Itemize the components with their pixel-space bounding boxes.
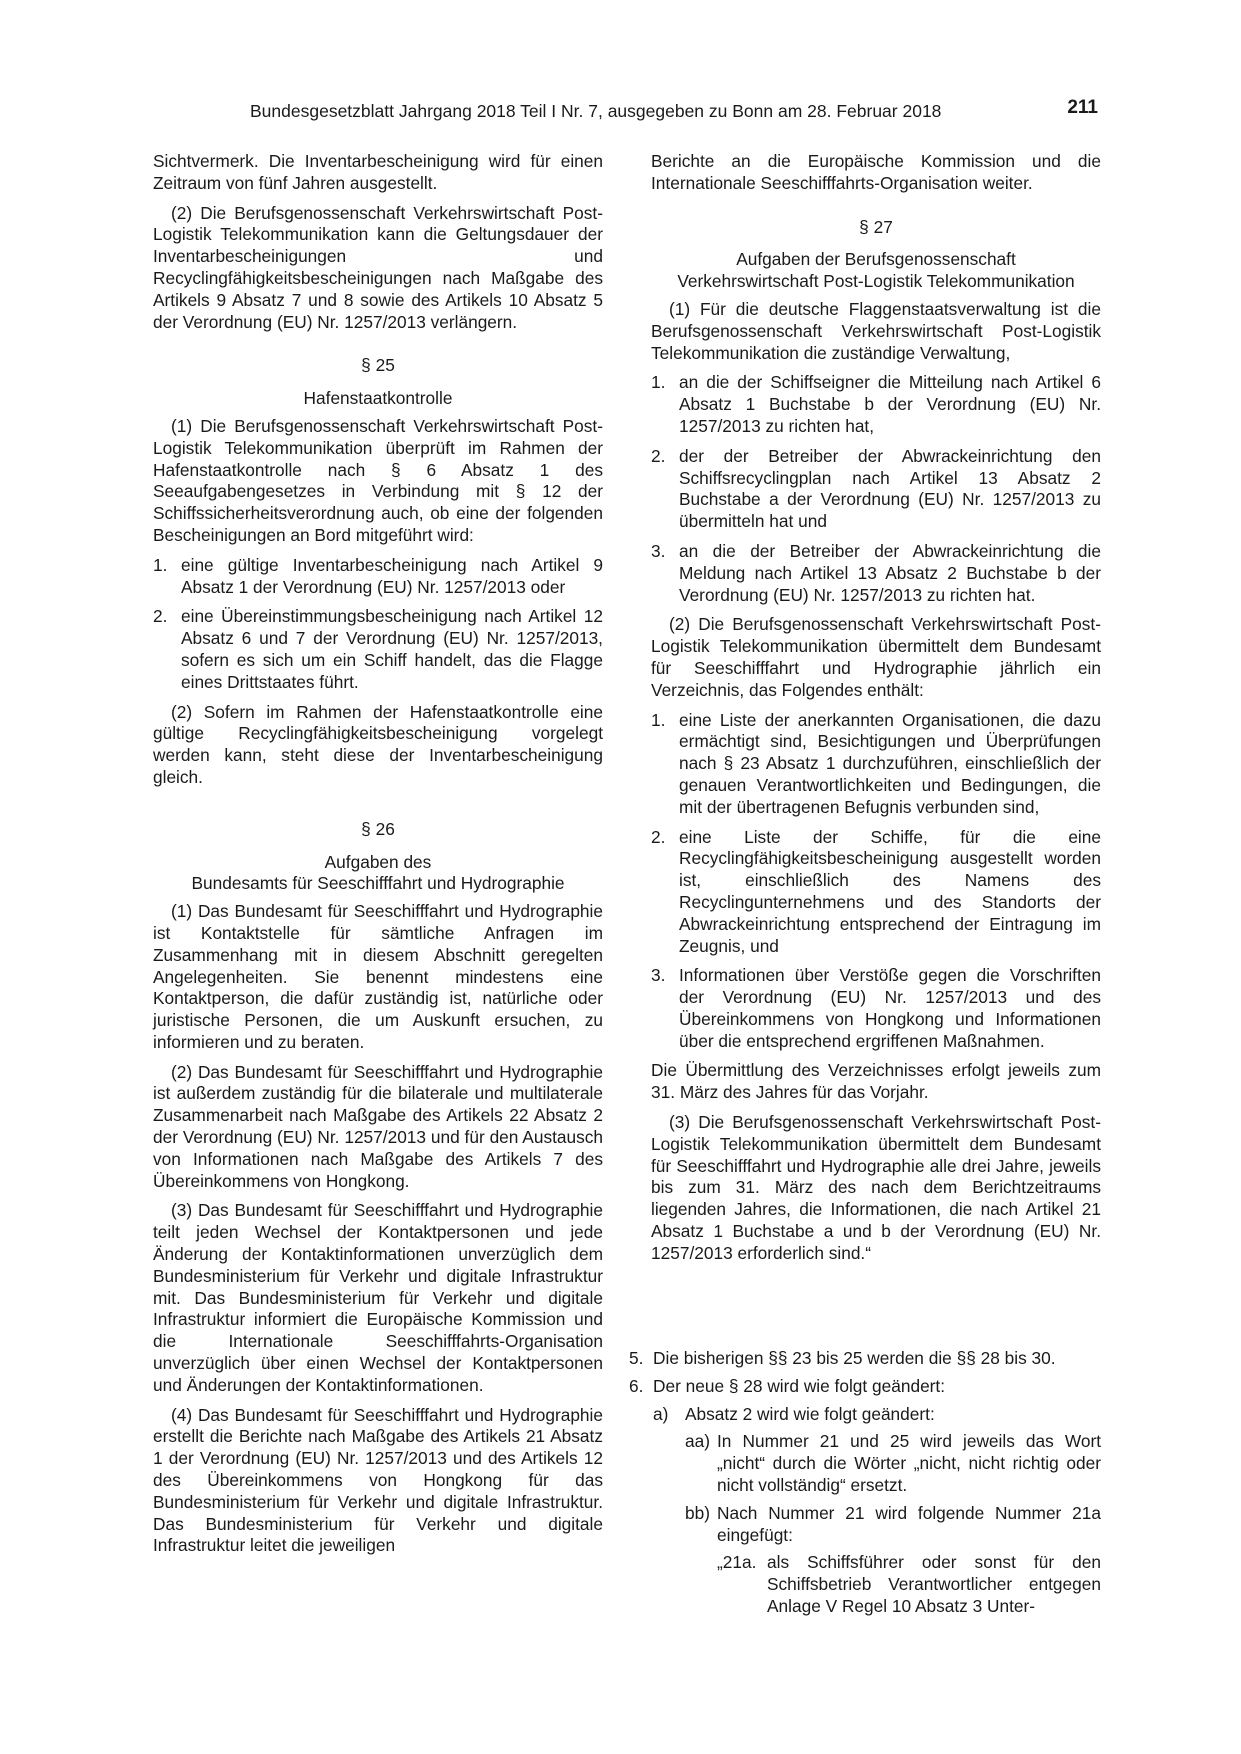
paragraph-27-1: (1) Für die deutsche Flaggenstaatsverwaltung ist die Berufsgenossenschaft Verkehrswirtschaft Post-Logistik Telekommunikation die zuständige Verwaltung, (651, 298, 1101, 363)
section-title-27-line2: Verkehrswirtschaft Post-Logistik Telekommunikation (677, 271, 1075, 292)
amendment-item-6 (629, 1376, 1101, 1398)
list-item-text: der der Betreiber der Abwrackeinrichtung den Schiffsrecyclingplan nach Artikel 13 Absatz 2 Buchstabe a der Verordnung (EU) Nr. 1257/2013 zu übermitteln hat und (679, 445, 1101, 532)
amendment-text: Nach Nummer 21 wird folgende Nummer 21a eingefügt: (717, 1502, 1101, 1545)
section-title-27-line1: Aufgaben der Berufsgenossenschaft (736, 249, 1016, 270)
section-title-26-line1: Aufgaben des (324, 851, 432, 872)
inserted-number-label: „21a. (717, 1552, 757, 1573)
amendment-item-6a (653, 1404, 1101, 1426)
amendment-item-5 (629, 1348, 1101, 1370)
page-header (250, 97, 1098, 130)
list-item-text: Informationen über Verstöße gegen die Vorschriften der Verordnung (EU) Nr. 1257/2013 und des Übereinkommens von Hongkong und Informationen über die entsprechend ergriffenen Maßnahmen. (679, 965, 1101, 1051)
section-number-25: § 25 (361, 355, 395, 376)
after-list-paragraph: Die Übermittlung des Verzeichnisses erfolgt jeweils zum 31. März des Jahres für das Vorjahr. (651, 1060, 1101, 1103)
list-item (651, 710, 1101, 819)
inserted-number-21a (717, 1552, 1101, 1617)
paragraph-26-2: (2) Das Bundesamt für Seeschifffahrt und Hydrographie ist außerdem zuständig für die bilaterale und multilaterale Zusammenarbeit nach Maßgabe des Artikels 22 Absatz 2 der Verordnung (EU) Nr. 1257/2013 und für den Austausch von Informationen nach Maßgabe des Artikels 7 des Übereinkommens von Hongkong. (153, 1061, 603, 1191)
paragraph-26-1: (1) Das Bundesamt für Seeschifffahrt und Hydrographie ist Kontaktstelle für sämtliche Anfragen im Zusammenhang mit in diesem Abschnitt geregelten Angelegenheiten. Sie benennt mindestens eine Kontaktperson, die dafür zuständig ist, natürliche oder juristische Personen, die um Auskunft ersuchen, zu informieren und zu beraten. (153, 901, 603, 1052)
amendment-item-6a-bb (685, 1503, 1101, 1547)
list-item (153, 606, 603, 693)
running-title: Bundesgesetzblatt Jahrgang 2018 Teil I Nr. 7, ausgegeben zu Bonn am 28. Februar 2018 (250, 101, 942, 121)
list-item-number: 1. (651, 372, 666, 393)
list-item-text: eine Liste der Schiffe, für die eine Recyclingfähigkeitsbescheinigung ausgestellt worden ist, einschließlich des Namens des Recyclingunternehmens und des Standorts der Abwrackeinrichtung entsprechend der Eintragung im Zeugnis, und (679, 826, 1101, 956)
right-column (651, 151, 1101, 1273)
page-number: 211 (1067, 97, 1098, 118)
list-item (651, 372, 1101, 437)
list-item-number: 1. (651, 709, 666, 730)
list-item-text: eine gültige Inventarbescheinigung nach Artikel 9 Absatz 1 der Verordnung (EU) Nr. 1257/2013 oder (181, 554, 603, 597)
section-title-26-line2: Bundesamts für Seeschifffahrt und Hydrographie (191, 873, 565, 894)
list-item (651, 965, 1101, 1052)
continued-paragraph: Berichte an die Europäische Kommission und die Internationale Seeschifffahrts-Organisation weiter. (651, 151, 1101, 193)
list-item (651, 541, 1101, 606)
amendment-text: Absatz 2 wird wie folgt geändert: (685, 1403, 935, 1424)
list-item-number: 2. (651, 826, 666, 847)
paragraph-26-3: (3) Das Bundesamt für Seeschifffahrt und Hydrographie teilt jeden Wechsel der Kontaktpersonen und jede Änderung der Kontaktinformationen unverzüglich dem Bundesministerium für Verkehr und digitale Infrastruktur mit. Das Bundesministerium für Verkehr und digitale Infrastruktur informiert die Europäische Kommission und die Internationale Seeschifffahrts-Organisation unverzüglich über einen Wechsel der Kontaktpersonen und Änderungen der Kontaktinformationen. (153, 1200, 603, 1395)
amendment-text: In Nummer 21 und 25 wird jeweils das Wort „nicht“ durch die Wörter „nicht, nicht richtig oder nicht vollständig“ ersetzt. (717, 1431, 1101, 1495)
paragraph-25-1: (1) Die Berufsgenossenschaft Verkehrswirtschaft Post-Logistik Telekommunikation überprüft im Rahmen der Hafenstaatkontrolle nach § 6 Absatz 1 des Seeaufgabengesetzes in Verbindung mit § 12 der Schiffssicherheitsverordnung auch, ob eine der folgenden Bescheinigungen an Bord mitgeführt wird: (153, 415, 603, 545)
list-item-number: 2. (153, 606, 168, 627)
paragraph-25-2: (2) Sofern im Rahmen der Hafenstaatkontrolle eine gültige Recyclingfähigkeitsbescheinigung vorgelegt werden kann, steht diese der Inventarbescheinigung gleich. (153, 701, 603, 787)
list-item-number: 3. (651, 540, 666, 561)
amendment-letter: a) (653, 1403, 669, 1424)
list-item (651, 446, 1101, 533)
section-number-27: § 27 (859, 216, 893, 237)
list-item-text: an die der Betreiber der Abwrackeinrichtung die Meldung nach Artikel 13 Absatz 2 Buchstabe b der Verordnung (EU) Nr. 1257/2013 zu richten hat. (679, 540, 1101, 605)
list-item (651, 827, 1101, 958)
paragraph-27-2: (2) Die Berufsgenossenschaft Verkehrswirtschaft Post-Logistik Telekommunikation übermittelt dem Bundesamt für Seeschifffahrt und Hydrographie jährlich ein Verzeichnis, das Folgendes enthält: (651, 614, 1101, 700)
amendment-subletter: bb) (685, 1502, 710, 1523)
list-item-text: eine Liste der anerkannten Organisationen, die dazu ermächtigt sind, Besichtigungen und Überprüfungen nach § 23 Absatz 1 durchzuführen, einschließlich der genauen Verantwortlichkeiten und Bedingungen, die mit der übertragenen Befugnis verbunden sind, (679, 709, 1101, 817)
list-item (153, 555, 603, 599)
amendment-text: Der neue § 28 wird wie folgt geändert: (653, 1375, 946, 1396)
section-number-26: § 26 (361, 818, 395, 839)
amendment-text: Die bisherigen §§ 23 bis 25 werden die §§ 28 bis 30. (653, 1348, 1056, 1368)
amendment-subletter: aa) (685, 1431, 710, 1452)
section-title-25: Hafenstaatkontrolle (303, 388, 453, 409)
left-column (153, 151, 603, 1565)
amendment-list (629, 1348, 1101, 1618)
amendment-number: 5. (629, 1348, 644, 1368)
list-item-number: 1. (153, 554, 168, 575)
continued-paragraph: Sichtvermerk. Die Inventarbescheinigung wird für einen Zeitraum von fünf Jahren ausgestellt. (153, 151, 603, 193)
amendment-number: 6. (629, 1375, 644, 1396)
paragraph-24-2: (2) Die Berufsgenossenschaft Verkehrswirtschaft Post-Logistik Telekommunikation kann die Geltungsdauer der Inventarbescheinigungen und Recyclingfähigkeitsbescheinigungen nach Maßgabe des Artikels 9 Absatz 7 und 8 sowie des Artikels 10 Absatz 5 der Verordnung (EU) Nr. 1257/2013 verlängern. (153, 202, 603, 332)
paragraph-27-3: (3) Die Berufsgenossenschaft Verkehrswirtschaft Post-Logistik Telekommunikation übermittelt dem Bundesamt für Seeschifffahrt und Hydrographie alle drei Jahre, jeweils bis zum 31. März des nach dem Berichtzeitraums liegenden Jahres, die Informationen, die nach Artikel 21 Absatz 1 Buchstabe a und b der Verordnung (EU) Nr. 1257/2013 erforderlich sind.“ (651, 1112, 1101, 1263)
list-item-number: 2. (651, 445, 666, 466)
list-item-number: 3. (651, 965, 666, 986)
paragraph-26-4: (4) Das Bundesamt für Seeschifffahrt und Hydrographie erstellt die Berichte nach Maßgabe des Artikels 21 Absatz 1 der Verordnung (EU) Nr. 1257/2013 und des Artikels 12 des Übereinkommens von Hongkong für das Bundesministerium für Verkehr und digitale Infrastruktur. Das Bundesministerium für Verkehr und digitale Infrastruktur leitet die jeweiligen (153, 1404, 603, 1556)
list-item-text: an die der Schiffseigner die Mitteilung nach Artikel 6 Absatz 1 Buchstabe b der Verordnung (EU) Nr. 1257/2013 zu richten hat, (679, 372, 1101, 436)
amendment-item-6a-aa (685, 1431, 1101, 1496)
inserted-number-text: als Schiffsführer oder sonst für den Schiffsbetrieb Verantwortlicher entgegen Anlage V Regel 10 Absatz 3 Unter- (767, 1552, 1101, 1616)
list-item-text: eine Übereinstimmungsbescheinigung nach Artikel 12 Absatz 6 und 7 der Verordnung (EU) Nr. 1257/2013, sofern es sich um ein Schiff handelt, das die Flagge eines Drittstaates führt. (181, 606, 603, 692)
